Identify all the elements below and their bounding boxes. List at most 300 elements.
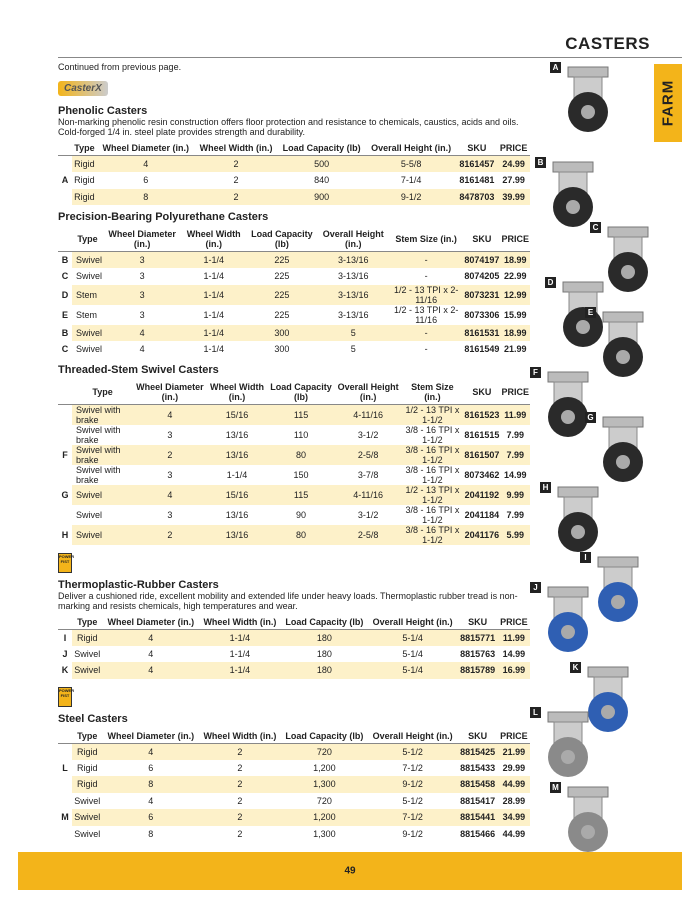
caster-photo [585, 412, 655, 492]
table-cell: Swivel [76, 271, 103, 282]
table-cell: 15/16 [207, 485, 268, 505]
table-cell: 3-1/2 [357, 509, 379, 520]
row-label [58, 465, 72, 485]
table-row [58, 465, 530, 485]
table-cell: 3-13/16 [337, 309, 369, 320]
table-cell: 1-1/4 [229, 648, 251, 659]
table-cell: 2 [199, 809, 281, 826]
column-header: Wheel Width (in.) [195, 141, 278, 156]
table-cell: 2 [237, 762, 243, 773]
sku-cell: 8815466 [460, 828, 496, 839]
continued-note: Continued from previous page. [58, 62, 182, 72]
row-label: D [58, 285, 72, 305]
table-row [58, 505, 530, 525]
table-cell: Stem [72, 285, 103, 305]
table-cell: 13/16 [225, 509, 249, 520]
column-header: Stem Size (in.) [401, 380, 463, 405]
table-cell: 8 [103, 776, 200, 793]
threaded-table [58, 380, 530, 545]
table-row [58, 809, 530, 826]
table-cell: 4 [103, 325, 181, 342]
column-header: SKU [457, 729, 497, 744]
table-cell: 2 [133, 445, 207, 465]
column-header: SKU [456, 141, 497, 156]
price-cell: 21.99 [503, 344, 527, 355]
table-cell: 180 [281, 629, 368, 646]
table-cell: 8 [148, 828, 154, 839]
poly-title: Precision-Bearing Polyurethane Casters [58, 211, 269, 223]
column-header: PRICE [500, 227, 530, 252]
table-row [58, 172, 530, 189]
page-footer [18, 852, 682, 890]
price-cell: 14.99 [503, 469, 527, 480]
sku-cell: 8161523 [463, 404, 500, 425]
table-cell: 3 [139, 271, 145, 282]
row-label: C [58, 341, 72, 358]
row-label: G [58, 485, 72, 505]
row-label: H [58, 525, 72, 545]
sku-cell: 8815417 [460, 795, 496, 806]
table-cell: 2 [233, 175, 239, 186]
column-header: Wheel Diameter (in.) [103, 729, 200, 744]
table-cell: 3 [167, 429, 173, 440]
photo-label: H [540, 482, 551, 493]
table-cell: 1,300 [313, 828, 336, 839]
table-cell: 4-11/16 [335, 404, 402, 425]
table-cell: Swivel with brake [72, 404, 133, 425]
table-cell: 13/16 [207, 445, 268, 465]
label-col [58, 227, 72, 252]
column-header: Wheel Width (in.) [199, 615, 281, 630]
column-header: Wheel Width (in.) [181, 227, 246, 252]
row-label: B [58, 325, 72, 342]
label-col [58, 729, 72, 744]
table-row [58, 760, 530, 777]
table-row [58, 404, 530, 425]
table-cell: Swivel with brake [76, 424, 121, 445]
sku-cell: 8073462 [464, 469, 500, 480]
price-cell: 12.99 [500, 285, 530, 305]
row-label [58, 425, 72, 445]
table-row [58, 743, 530, 760]
column-header: Overall Height (in.) [366, 141, 457, 156]
sku-cell: 8161549 [464, 344, 500, 355]
table-row [58, 156, 530, 173]
caster-icon [550, 782, 620, 857]
caster-icon [540, 482, 610, 557]
table-cell: Swivel [74, 828, 101, 839]
sku-cell: 8815433 [460, 762, 496, 773]
table-cell: 80 [267, 445, 334, 465]
price-cell: 18.99 [500, 325, 530, 342]
column-header: Wheel Diameter (in.) [97, 141, 195, 156]
row-label [58, 743, 72, 760]
photo-label: J [530, 582, 541, 593]
table-cell: 3 [103, 252, 181, 269]
table-cell: 1,200 [313, 762, 336, 773]
table-cell: 1-1/4 [226, 469, 248, 480]
table-cell: 4 [97, 156, 195, 173]
table-cell: 3/8 - 16 TPI x 1-1/2 [405, 424, 460, 445]
caster-icon [585, 412, 655, 487]
column-header: Stem Size (in.) [389, 227, 463, 252]
table-cell: Rigid [72, 776, 103, 793]
column-header: SKU [457, 615, 497, 630]
column-header: Overall Height (in.) [335, 380, 402, 405]
price-cell: 16.99 [498, 662, 530, 679]
photo-label: E [585, 307, 596, 318]
table-cell: 5-1/4 [402, 648, 423, 659]
table-cell: 225 [246, 252, 317, 269]
table-cell: - [424, 344, 428, 355]
label-col [58, 615, 72, 630]
column-header: Type [72, 615, 103, 630]
table-cell: 2-5/8 [335, 445, 402, 465]
price-cell: 28.99 [502, 795, 526, 806]
column-header: Type [72, 380, 133, 405]
row-label: M [58, 809, 72, 826]
table-cell: 90 [296, 509, 307, 520]
table-cell: 225 [274, 309, 290, 320]
photo-label: B [535, 157, 546, 168]
column-header: PRICE [500, 380, 530, 405]
table-cell: Swivel [72, 525, 133, 545]
table-cell: Swivel [76, 509, 103, 520]
table-cell: Swivel with brake [76, 464, 121, 485]
row-label [58, 826, 72, 843]
sku-cell: 8161507 [463, 445, 500, 465]
photo-label: L [530, 707, 541, 718]
table-cell: Swivel [72, 325, 103, 342]
table-cell: 1-1/4 [203, 309, 224, 320]
table-cell: 1-1/4 [203, 271, 224, 282]
row-label: F [58, 445, 72, 465]
column-header: Load Capacity (lb) [246, 227, 317, 252]
table-row [58, 629, 530, 646]
page-number: 49 [344, 865, 356, 877]
table-cell: 8 [97, 189, 195, 206]
column-header: Type [72, 141, 97, 156]
table-cell: 7-1/4 [400, 175, 422, 186]
sku-cell: 8815771 [457, 629, 497, 646]
table-cell: 2 [199, 743, 281, 760]
price-cell: 34.99 [498, 809, 530, 826]
phenolic-title: Phenolic Casters [58, 105, 148, 117]
row-label: L [58, 760, 72, 777]
price-cell: 7.99 [506, 429, 524, 440]
table-row [58, 646, 530, 663]
table-cell: 115 [267, 485, 334, 505]
price-cell: 14.99 [502, 648, 526, 659]
photo-label: F [530, 367, 541, 378]
table-cell: 4 [133, 485, 207, 505]
table-cell: 3 [167, 509, 173, 520]
table-cell: 5-1/2 [402, 795, 423, 806]
price-cell: 22.99 [503, 271, 527, 282]
table-cell: 13/16 [225, 429, 249, 440]
row-label: J [58, 646, 72, 663]
price-cell: 5.99 [500, 525, 530, 545]
table-cell: - [389, 252, 463, 269]
row-label [58, 189, 72, 206]
table-cell: 1/2 - 13 TPI x 2-11/16 [393, 304, 459, 325]
farm-tab-label: FARM [659, 79, 677, 127]
sku-cell: 8074197 [463, 252, 500, 269]
power-fist-badge: POWER FIST [58, 553, 72, 573]
thermo-desc: Deliver a cushioned ride, excellent mobility and extended life under heavy loads. Thermoplastic rubber tread is non-marking and resists chemicals, high temperatures and wear. [58, 590, 518, 611]
caster-photo [530, 582, 600, 662]
table-cell: 3-7/8 [357, 469, 379, 480]
table-cell: Rigid [72, 189, 97, 206]
table-cell: 9-1/2 [368, 776, 457, 793]
sku-cell: 8161515 [464, 429, 500, 440]
table-cell: 9-1/2 [366, 189, 457, 206]
label-col [58, 141, 72, 156]
row-label [58, 776, 72, 793]
table-cell: 4 [148, 648, 154, 659]
price-cell: 18.99 [500, 252, 530, 269]
sku-cell: 8161481 [459, 175, 495, 186]
column-header: Load Capacity (lb) [281, 729, 368, 744]
row-label [58, 793, 72, 810]
sku-cell: 2041192 [463, 485, 500, 505]
table-cell: 1-1/4 [199, 629, 281, 646]
sku-cell: 8815441 [457, 809, 497, 826]
sku-cell: 8161457 [456, 156, 497, 173]
price-cell: 44.99 [502, 828, 526, 839]
table-cell: 225 [274, 271, 290, 282]
photo-label: I [580, 552, 591, 563]
sku-cell: 8161531 [463, 325, 500, 342]
sku-cell: 8073231 [463, 285, 500, 305]
table-cell: 720 [281, 743, 368, 760]
table-cell: 115 [267, 404, 334, 425]
table-row [58, 485, 530, 505]
table-cell: Rigid [77, 762, 98, 773]
column-header: Load Capacity (lb) [267, 380, 334, 405]
table-cell: 3 [167, 469, 173, 480]
sku-cell: 8815789 [457, 662, 497, 679]
column-header: Overall Height (in.) [318, 227, 389, 252]
price-cell: 7.99 [506, 509, 524, 520]
table-cell: 7-1/2 [402, 762, 423, 773]
table-cell: 80 [267, 525, 334, 545]
table-cell: Swivel [72, 662, 103, 679]
power-fist-badge: POWER FIST [58, 687, 72, 707]
table-row [58, 793, 530, 810]
table-row [58, 341, 530, 358]
table-cell: 7-1/2 [368, 809, 457, 826]
table-cell: Stem [76, 309, 98, 320]
table-cell: 500 [277, 156, 365, 173]
price-cell: 21.99 [498, 743, 530, 760]
table-row [58, 325, 530, 342]
caster-photo [540, 482, 610, 562]
sku-cell: 8478703 [456, 189, 497, 206]
table-cell: 5 [318, 325, 389, 342]
thermo-table [58, 615, 530, 679]
table-cell: 1/2 - 13 TPI x 2-11/16 [389, 285, 463, 305]
sku-cell: 8815763 [460, 648, 496, 659]
column-header: Load Capacity (lb) [281, 615, 368, 630]
table-cell: 300 [274, 344, 290, 355]
row-label: A [58, 172, 72, 189]
table-cell: 1/2 - 13 TPI x 1-1/2 [401, 485, 463, 505]
price-cell: 44.99 [498, 776, 530, 793]
table-cell: 5-1/2 [368, 743, 457, 760]
price-cell: 11.99 [498, 629, 530, 646]
steel-title: Steel Casters [58, 712, 128, 725]
phenolic-desc: Non-marking phenolic resin construction offers floor protection and resistance to chemicals, caustics, acids and oils. Cold-forged 1/4 in. steel plate provides strength and durability. [58, 117, 519, 137]
table-cell: 4-11/16 [335, 485, 402, 505]
table-cell: 300 [246, 325, 317, 342]
table-cell: 3 [139, 309, 145, 320]
table-cell: Swivel [72, 809, 103, 826]
column-header: Type [72, 227, 103, 252]
price-cell: 11.99 [500, 404, 530, 425]
row-label [58, 404, 72, 425]
table-cell: Rigid [72, 156, 97, 173]
table-cell: Swivel [72, 252, 103, 269]
table-cell: 2 [237, 828, 243, 839]
table-cell: - [424, 271, 428, 282]
table-cell: 5-5/8 [366, 156, 457, 173]
sku-cell: 8815425 [457, 743, 497, 760]
price-cell: 24.99 [497, 156, 530, 173]
table-cell: 4 [139, 344, 145, 355]
table-cell: 4 [133, 404, 207, 425]
table-row [58, 776, 530, 793]
price-cell: 9.99 [500, 485, 530, 505]
table-cell: 6 [143, 175, 149, 186]
column-header: Wheel Diameter (in.) [103, 615, 200, 630]
table-cell: 5 [350, 344, 356, 355]
row-label: C [58, 268, 72, 285]
caster-photo [550, 62, 620, 142]
table-cell: 2 [195, 156, 278, 173]
sku-cell: 2041176 [463, 525, 500, 545]
table-cell: 6 [148, 762, 154, 773]
price-cell: 15.99 [503, 309, 527, 320]
table-row [58, 285, 530, 305]
table-cell: 5-1/4 [368, 629, 457, 646]
table-cell: Swivel [74, 648, 101, 659]
title-rule [58, 57, 682, 58]
table-cell: 4 [103, 743, 200, 760]
sku-cell: 2041184 [464, 509, 500, 520]
table-cell: 3 [103, 285, 181, 305]
table-cell: 1,300 [281, 776, 368, 793]
table-row [58, 826, 530, 843]
table-cell: 180 [281, 662, 368, 679]
table-row [58, 662, 530, 679]
label-col [58, 380, 72, 405]
row-label [58, 156, 72, 173]
table-row [58, 525, 530, 545]
table-row [58, 305, 530, 325]
threaded-title: Threaded-Stem Swivel Casters [58, 363, 219, 376]
row-label: E [58, 305, 72, 325]
thermo-title: Thermoplastic-Rubber Casters [58, 578, 219, 591]
table-cell: 2 [199, 776, 281, 793]
table-row [58, 189, 530, 206]
caster-icon [550, 62, 620, 137]
table-cell: Rigid [72, 743, 103, 760]
table-cell: Swivel [74, 795, 101, 806]
table-cell: - [389, 325, 463, 342]
column-header: SKU [463, 227, 500, 252]
table-cell: 4 [103, 662, 200, 679]
table-cell: 15/16 [207, 404, 268, 425]
table-cell: 6 [103, 809, 200, 826]
table-row [58, 252, 530, 269]
sku-cell: 8815458 [457, 776, 497, 793]
column-header: Wheel Width (in.) [207, 380, 268, 405]
price-cell: 7.99 [500, 445, 530, 465]
column-header: Overall Height (in.) [368, 615, 457, 630]
table-cell: 225 [246, 285, 317, 305]
table-cell: 4 [148, 795, 154, 806]
column-header: PRICE [497, 141, 530, 156]
table-row [58, 268, 530, 285]
column-header: Load Capacity (lb) [277, 141, 365, 156]
table-cell: 3/8 - 16 TPI x 1-1/2 [401, 445, 463, 465]
row-label [58, 505, 72, 525]
caster-photo [550, 782, 620, 862]
caster-icon [530, 707, 600, 782]
table-cell: 3-13/16 [337, 271, 369, 282]
table-cell: Swivel with brake [72, 445, 133, 465]
price-cell: 27.99 [502, 175, 525, 186]
table-cell: 5-1/4 [368, 662, 457, 679]
table-cell: 13/16 [207, 525, 268, 545]
caster-icon [535, 157, 605, 232]
caster-photo [530, 707, 600, 787]
row-label: B [58, 252, 72, 269]
table-cell: 840 [314, 175, 330, 186]
product-photos [530, 62, 660, 852]
page-title: CASTERS [565, 34, 650, 53]
table-cell: 110 [293, 429, 309, 440]
table-cell: 3-13/16 [318, 252, 389, 269]
row-label: I [58, 629, 72, 646]
table-cell: 1-1/4 [181, 252, 246, 269]
catalog-content [58, 62, 530, 842]
price-cell: 29.99 [502, 762, 526, 773]
photo-label: A [550, 62, 561, 73]
table-cell: 3/8 - 16 TPI x 1-1/2 [405, 464, 460, 485]
table-cell: 180 [316, 648, 332, 659]
photo-label: M [550, 782, 561, 793]
column-header: PRICE [498, 615, 530, 630]
sku-cell: 8074205 [464, 271, 500, 282]
table-cell: 3/8 - 16 TPI x 1-1/2 [405, 504, 460, 525]
sku-cell: 8073306 [464, 309, 500, 320]
table-cell: 720 [316, 795, 332, 806]
table-row [58, 445, 530, 465]
table-cell: 1,200 [281, 809, 368, 826]
table-cell: 2 [133, 525, 207, 545]
column-header: SKU [463, 380, 500, 405]
table-cell: Rigid [74, 175, 95, 186]
photo-label: K [570, 662, 581, 673]
column-header: PRICE [498, 729, 530, 744]
table-cell: 2-5/8 [335, 525, 402, 545]
table-cell: 9-1/2 [402, 828, 423, 839]
column-header: Wheel Diameter (in.) [103, 227, 181, 252]
table-cell: Swivel [72, 485, 133, 505]
column-header: Wheel Diameter (in.) [133, 380, 207, 405]
